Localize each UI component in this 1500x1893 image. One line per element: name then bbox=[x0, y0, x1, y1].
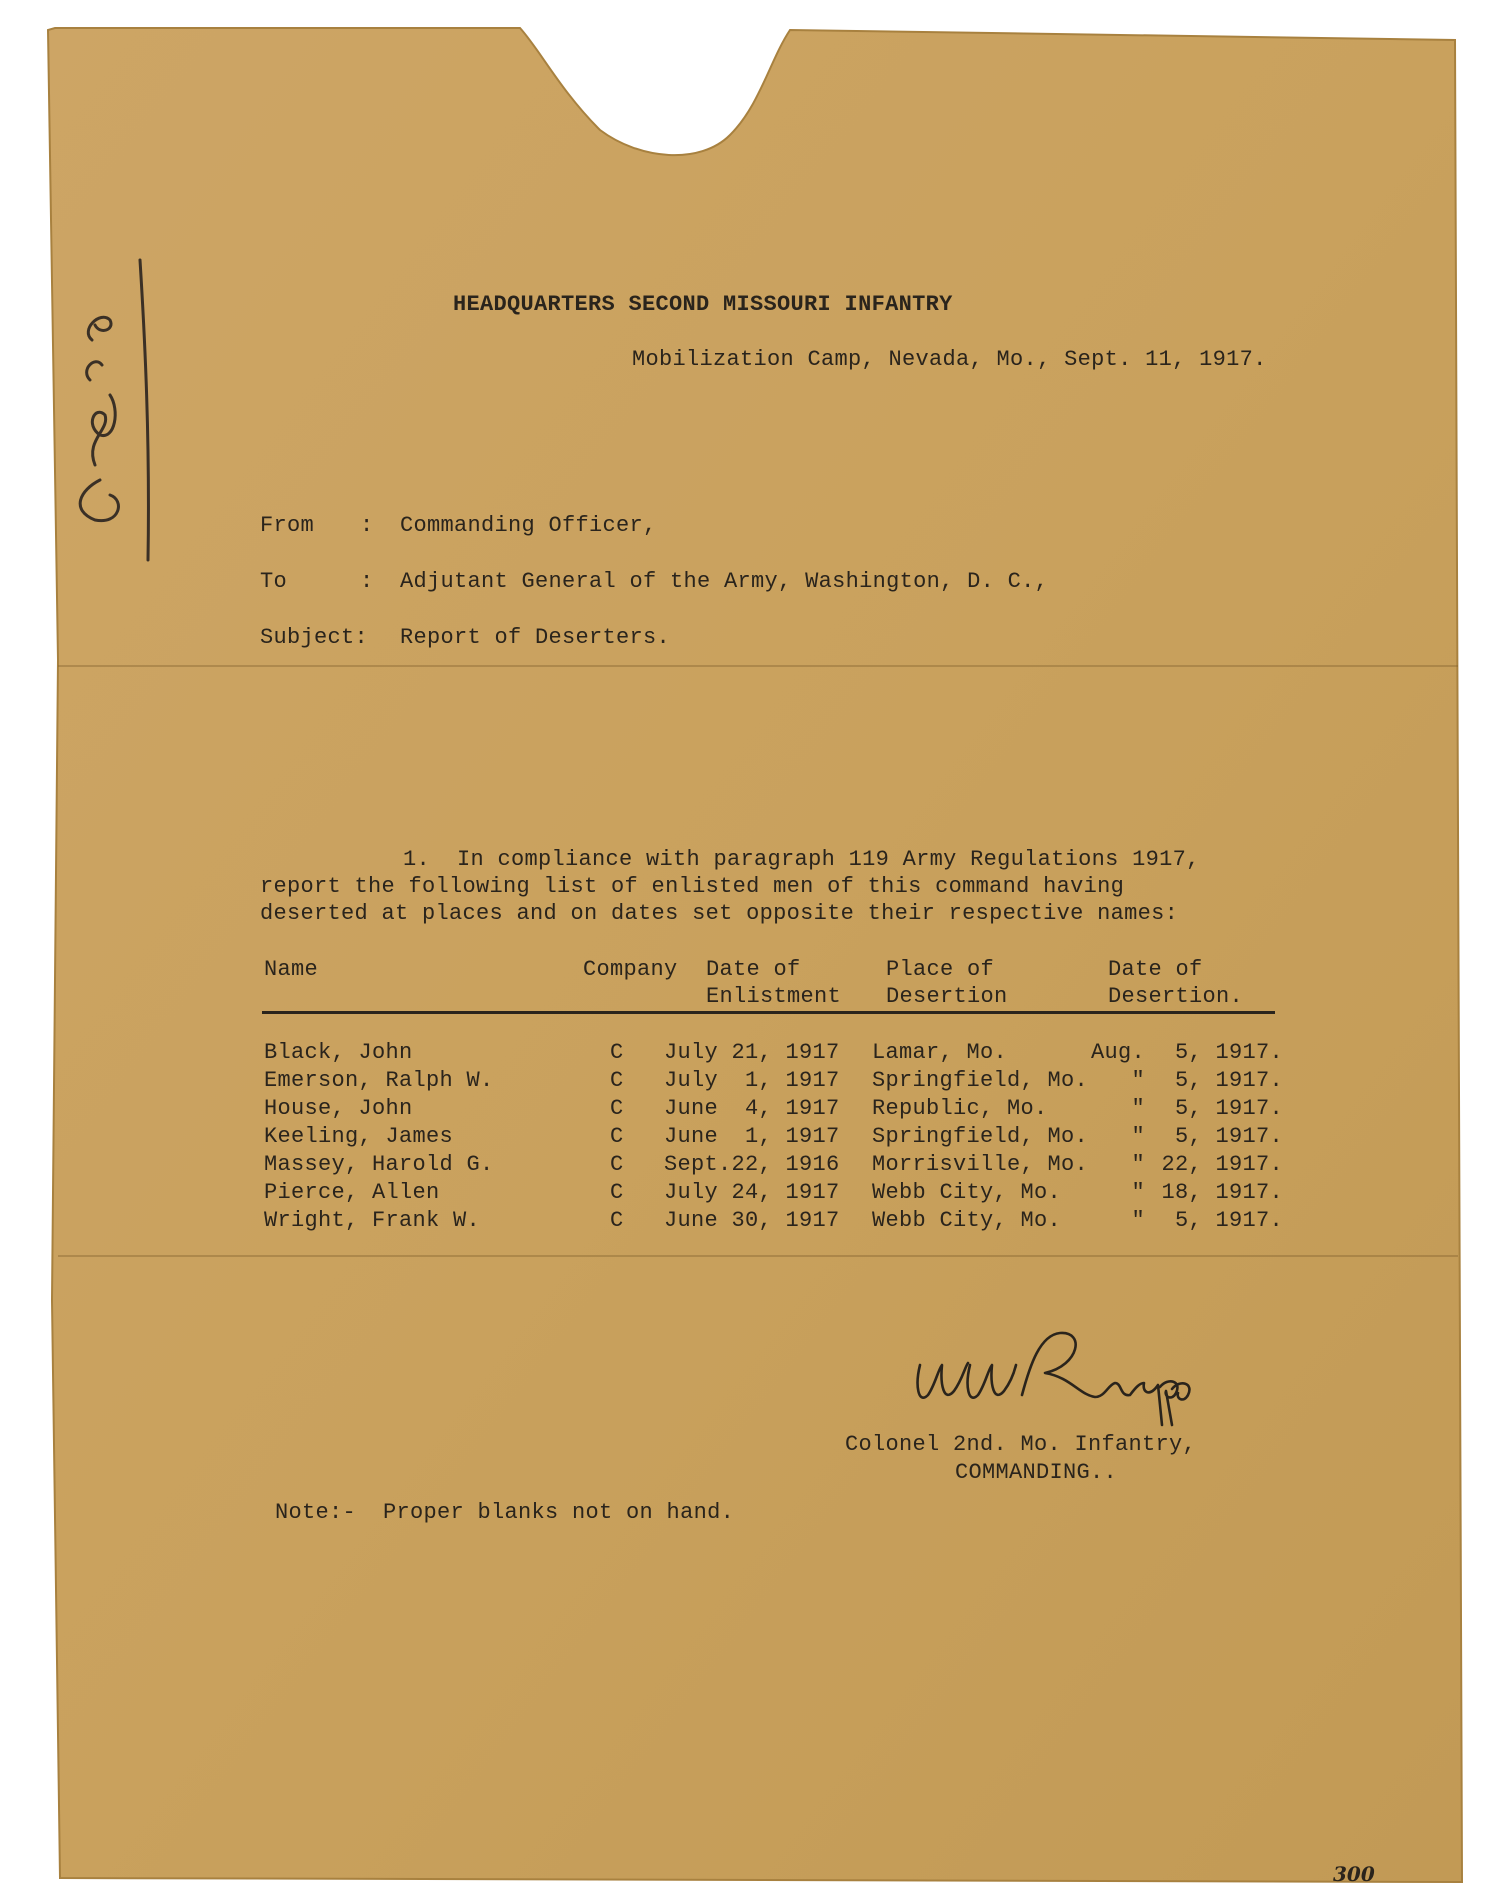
header-date-1: Date of bbox=[1108, 957, 1203, 982]
row-company: C bbox=[610, 1040, 624, 1065]
row-place: Springfield, Mo. bbox=[872, 1068, 1089, 1093]
header-place-1: Place of bbox=[886, 957, 995, 982]
row-name: Emerson, Ralph W. bbox=[264, 1068, 494, 1093]
header-company: Company bbox=[583, 957, 678, 982]
row-enlisted: June 1, 1917 bbox=[664, 1124, 840, 1149]
row-day: 22, 1917. bbox=[1161, 1152, 1283, 1177]
to-label: To bbox=[260, 569, 288, 594]
row-company: C bbox=[610, 1208, 624, 1233]
page-number: 300 bbox=[1333, 1862, 1375, 1886]
signature-title-line-1: Colonel 2nd. Mo. Infantry, bbox=[845, 1432, 1197, 1457]
paragraph-line-3: deserted at places and on dates set opposite their respective names: bbox=[260, 901, 1179, 926]
signature-title-line-2: COMMANDING.. bbox=[955, 1460, 1118, 1485]
table-row bbox=[0, 1096, 1500, 1124]
row-month: " bbox=[1131, 1152, 1145, 1177]
row-enlisted: June 30, 1917 bbox=[664, 1208, 840, 1233]
location-date-line: Mobilization Camp, Nevada, Mo., Sept. 11, 1917. bbox=[632, 347, 1267, 372]
fold-line-bottom bbox=[58, 1255, 1458, 1257]
row-place: Webb City, Mo. bbox=[872, 1180, 1062, 1205]
row-month: " bbox=[1131, 1124, 1145, 1149]
to-colon: : bbox=[360, 569, 374, 594]
table-header-rule bbox=[262, 1011, 1275, 1014]
table-row bbox=[0, 1208, 1500, 1236]
header-place-2: Desertion bbox=[886, 984, 1008, 1009]
row-place: Republic, Mo. bbox=[872, 1096, 1048, 1121]
row-name: Black, John bbox=[264, 1040, 413, 1065]
row-month: " bbox=[1131, 1180, 1145, 1205]
header-date-2: Desertion. bbox=[1108, 984, 1244, 1009]
table-row bbox=[0, 1152, 1500, 1180]
to-value: Adjutant General of the Army, Washington, D. C., bbox=[400, 569, 1049, 594]
row-name: Keeling, James bbox=[264, 1124, 454, 1149]
row-enlisted: July 1, 1917 bbox=[664, 1068, 840, 1093]
row-day: 5, 1917. bbox=[1174, 1040, 1283, 1065]
from-colon: : bbox=[360, 513, 374, 538]
row-place: Webb City, Mo. bbox=[872, 1208, 1062, 1233]
row-month: " bbox=[1131, 1068, 1145, 1093]
row-company: C bbox=[610, 1124, 624, 1149]
row-enlisted: June 4, 1917 bbox=[664, 1096, 840, 1121]
row-day: 5, 1917. bbox=[1174, 1124, 1283, 1149]
row-month: " bbox=[1131, 1096, 1145, 1121]
row-day: 5, 1917. bbox=[1174, 1068, 1283, 1093]
row-month: Aug. bbox=[1090, 1040, 1145, 1065]
row-name: Pierce, Allen bbox=[264, 1180, 440, 1205]
row-name: House, John bbox=[264, 1096, 413, 1121]
table-row bbox=[0, 1124, 1500, 1152]
note-line: Note:- Proper blanks not on hand. bbox=[275, 1500, 735, 1525]
from-value: Commanding Officer, bbox=[400, 513, 657, 538]
row-place: Lamar, Mo. bbox=[872, 1040, 1008, 1065]
fold-line-top bbox=[58, 665, 1458, 667]
from-label: From bbox=[260, 513, 315, 538]
row-enlisted: July 21, 1917 bbox=[664, 1040, 840, 1065]
row-day: 5, 1917. bbox=[1174, 1208, 1283, 1233]
signature-image bbox=[910, 1325, 1280, 1435]
row-company: C bbox=[610, 1068, 624, 1093]
table-row bbox=[0, 1068, 1500, 1096]
row-company: C bbox=[610, 1152, 624, 1177]
row-place: Springfield, Mo. bbox=[872, 1124, 1089, 1149]
margin-handwriting bbox=[40, 240, 180, 620]
row-company: C bbox=[610, 1180, 624, 1205]
row-name: Wright, Frank W. bbox=[264, 1208, 481, 1233]
row-company: C bbox=[610, 1096, 624, 1121]
row-enlisted: Sept.22, 1916 bbox=[664, 1152, 840, 1177]
paragraph-line-2: report the following list of enlisted men of this command having bbox=[260, 874, 1125, 899]
row-day: 18, 1917. bbox=[1161, 1180, 1283, 1205]
subject-value: Report of Deserters. bbox=[400, 625, 671, 650]
row-month: " bbox=[1131, 1208, 1145, 1233]
row-enlisted: July 24, 1917 bbox=[664, 1180, 840, 1205]
row-name: Massey, Harold G. bbox=[264, 1152, 494, 1177]
paragraph-line-1: 1. In compliance with paragraph 119 Army Regulations 1917, bbox=[403, 847, 1200, 872]
row-place: Morrisville, Mo. bbox=[872, 1152, 1089, 1177]
row-day: 5, 1917. bbox=[1174, 1096, 1283, 1121]
table-row bbox=[0, 1180, 1500, 1208]
document-heading: HEADQUARTERS SECOND MISSOURI INFANTRY bbox=[453, 292, 953, 317]
table-row bbox=[0, 1040, 1500, 1068]
subject-label: Subject: bbox=[260, 625, 369, 650]
header-enlistment-1: Date of bbox=[706, 957, 801, 982]
header-enlistment-2: Enlistment bbox=[706, 984, 842, 1009]
header-name: Name bbox=[264, 957, 319, 982]
